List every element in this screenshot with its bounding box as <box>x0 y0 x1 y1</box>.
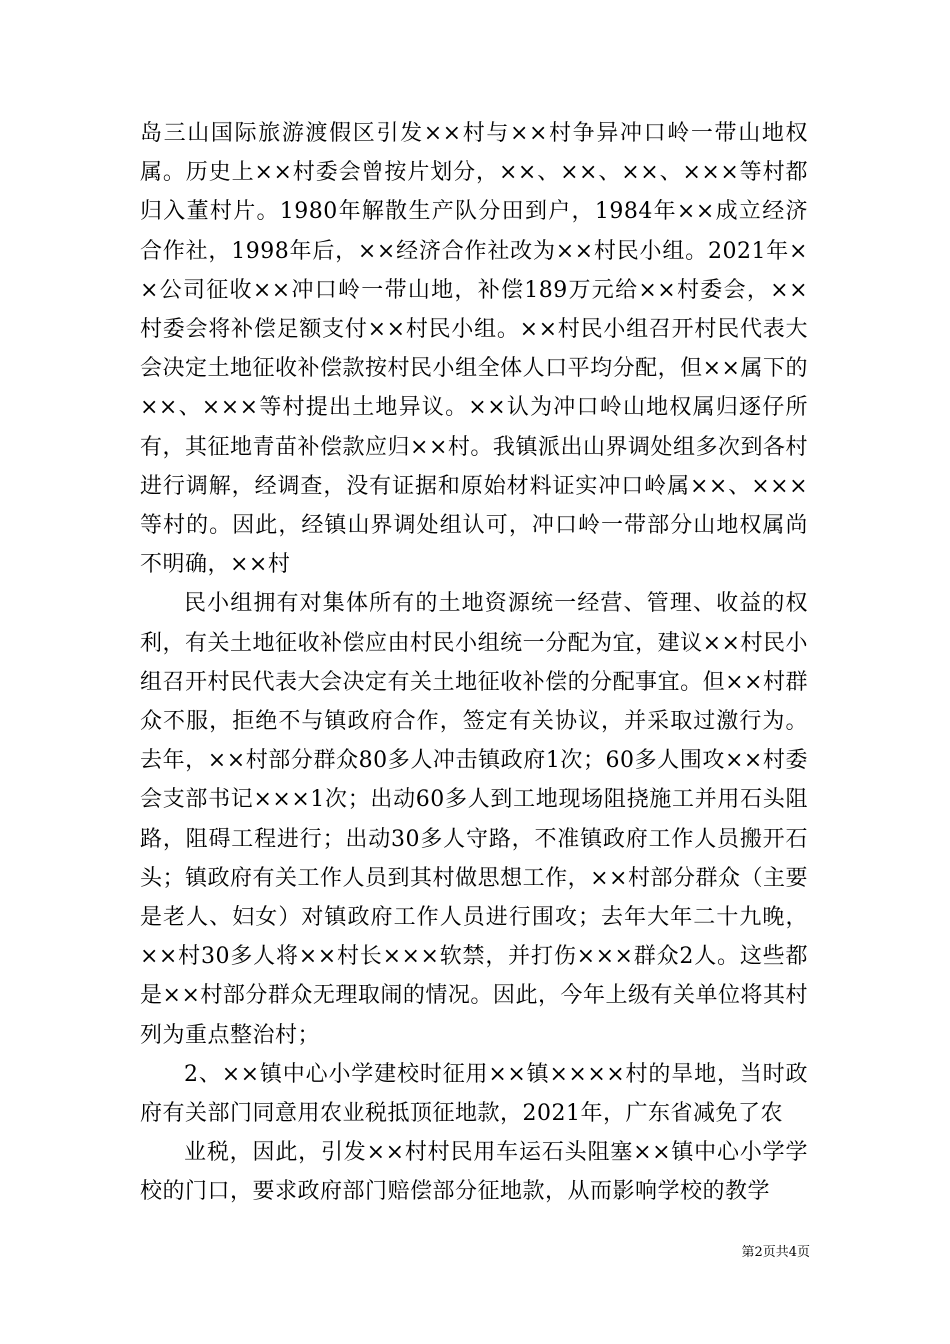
page-number-footer: 第2页共4页 <box>741 1245 810 1260</box>
paragraph-3: 2、××镇中心小学建校时征用××镇××××村的旱地，当时政府有关部门同意用农业税抵顶征地款，2021年，广东省减免了农 <box>140 1061 808 1127</box>
document-body <box>140 114 808 1212</box>
paragraph-2: 民小组拥有对集体所有的土地资源统一经营、管理、收益的权利，有关土地征收补偿应由村民小组统一分配为宜，建议××村民小组召开村民代表大会决定有关土地征收补偿的分配事宜。但××村群众不服，拒绝不与镇政府合作，签定有关协议，并采取过激行为。去年，××村部分群众80多人冲击镇政府1次；60多人围攻××村委会支部书记×××1次；出动60多人到工地现场阻挠施工并用石头阻路，阻碍工程进行；出动30多人守路，不准镇政府工作人员搬开石头；镇政府有关工作人员到其村做思想工作，××村部分群众（主要是老人、妇女）对镇政府工作人员进行围攻；去年大年二十九晚，××村30多人将××村长×××软禁，并打伤×××群众2人。这些都是××村部分群众无理取闹的情况。因此，今年上级有关单位将其村列为重点整治村； <box>140 591 808 1048</box>
paragraph-1: 岛三山国际旅游渡假区引发××村与××村争异冲口岭一带山地权属。历史上××村委会曾按片划分，××、××、××、×××等村都归入董村片。1980年解散生产队分田到户，1984年××成立经济合作社，1998年后，××经济合作社改为××村民小组。2021年××公司征收××冲口岭一带山地，补偿189万元给××村委会，××村委会将补偿足额支付××村民小组。××村民小组召开村民代表大会决定土地征收补偿款按村民小组全体人口平均分配，但××属下的××、×××等村提出土地异议。××认为冲口岭山地权属归逐仔所有，其征地青苗补偿款应归××村。我镇派出山界调处组多次到各村进行调解，经调查，没有证据和原始材料证实冲口岭属××、×××等村的。因此，经镇山界调处组认可，冲口岭一带部分山地权属尚不明确，××村 <box>140 121 808 578</box>
paragraph-4: 业税，因此，引发××村村民用车运石头阻塞××镇中心小学学校的门口，要求政府部门赔偿部分征地款，从而影响学校的教学 <box>140 1140 808 1205</box>
